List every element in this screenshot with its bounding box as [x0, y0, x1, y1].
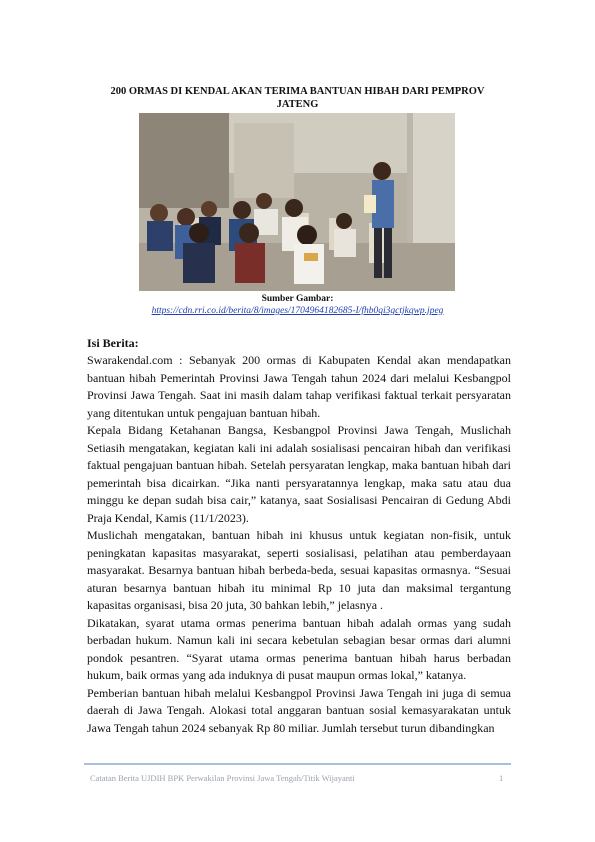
article-title: 200 ORMAS DI KENDAL AKAN TERIMA BANTUAN HIBAH DARI PEMPROV JATENG — [110, 86, 485, 110]
article-photo — [139, 113, 455, 291]
image-caption-label: Sumber Gambar: — [261, 294, 334, 304]
page-number: 1 — [499, 773, 504, 783]
footer-text: Catatan Berita UJDIH BPK Perwakilan Provinsi Jawa Tengah/Titik Wijayanti — [90, 773, 355, 783]
article-paragraph: Swarakendal.com : Sebanyak 200 ormas di Kabupaten Kendal akan mendapatkan bantuan hibah Pemerintah Provinsi Jawa Tengah tahun 2024 dari melalui Kesbangpol Provinsi Jawa Tengah. Saat ini masih dalam tahap verifikasi faktual terkait persyaratan yang ditentukan untuk pengajuan bantuan hibah. — [87, 353, 511, 420]
footer-divider — [84, 763, 511, 765]
article-paragraph: Kepala Bidang Ketahanan Bangsa, Kesbangpol Provinsi Jawa Tengah, Muslichah Setiasih mengatakan, kegiatan kali ini adalah sosialisasi pencairan hibah dan verifikasi faktual pengajuan bantuan hibah. Setelah persyaratan lengkap, maka bantuan hibah dari pemerintah bisa dicairkan. “Jika nanti persyaratannya lengkap, maka satu atau dua minggu ke depan sudah bisa cair,” katanya, saat Sosialisasi Pencairan di Gedung Abdi Praja Kendal, Kamis (11/1/2023). — [87, 423, 511, 525]
section-label: Isi Berita: — [87, 336, 139, 350]
article-body — [87, 352, 511, 737]
image-source-link[interactable]: https://cdn.rri.co.id/berita/8/images/1704964182685-I/fhb0qi3gctjkqwp.jpeg — [151, 306, 444, 316]
article-paragraph: Muslichah mengatakan, bantuan hibah ini khusus untuk kegiatan non-fisik, untuk peningkatan kapasitas masyarakat, seperti sosialisasi, pelatihan atau pemberdayaan masyarakat. Besarnya bantuan hibah berbeda-beda, sesuai kapasitas ormasnya. “Sesuai aturan besarnya bantuan hibah itu minimal Rp 10 juta dan maksimal tergantung kapasitas organisasi, bisa 20 juta, 30 bahkan lebih,” jelasnya . — [87, 528, 511, 612]
article-paragraph: Pemberian bantuan hibah melalui Kesbangpol Provinsi Jawa Tengah ini juga di semua daerah di Jawa Tengah. Alokasi total anggaran bantuan sosial kemasyarakatan untuk Jawa Tengah tahun 2024 sebanyak Rp 80 miliar. Jumlah tersebut turun dibandingkan — [87, 685, 511, 735]
article-paragraph: Dikatakan, syarat utama ormas penerima bantuan hibah adalah ormas yang sudah berbadan hukum. Namun kali ini secara kebetulan sebagian besar ormas dari alumni pondok pesantren. “Syarat utama ormas penerima bantuan hibah harus berbadan hukum, baik ormas yang ada induknya di pusat maupun ormas lokal,” katanya. — [87, 615, 511, 682]
